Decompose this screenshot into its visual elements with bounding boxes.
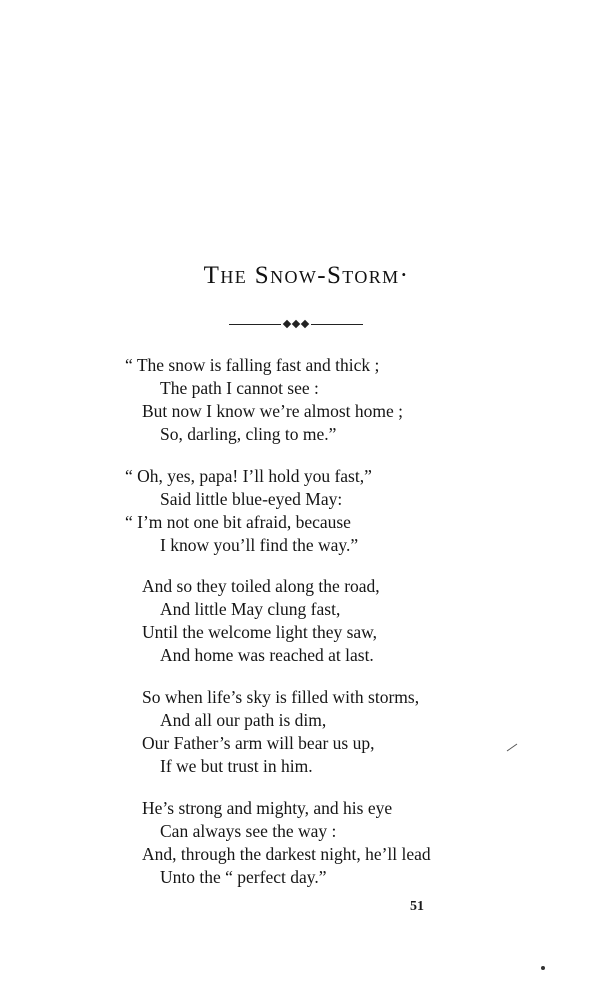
- poem-line: And all our path is dim,: [160, 710, 327, 730]
- poem-title: The Snow-Storm·: [203, 262, 410, 289]
- poem-line: Unto the “ perfect day.”: [160, 867, 327, 887]
- scan-mark: [506, 742, 518, 752]
- page-number: 51: [410, 899, 424, 914]
- poem-line: And home was reached at last.: [160, 645, 374, 665]
- poem-line: And, through the darkest night, he’ll lead: [142, 844, 431, 864]
- poem-line: Until the welcome light they saw,: [142, 622, 378, 642]
- poem-line: “ Oh, yes, papa! I’ll hold you fast,”: [125, 466, 372, 486]
- poem-line: And little May clung fast,: [160, 599, 341, 619]
- title-ornament: [229, 318, 363, 330]
- ornament-rule-right: [311, 324, 363, 325]
- poem-line: So, darling, cling to me.”: [160, 424, 337, 444]
- poem-line: He’s strong and mighty, and his eye: [142, 798, 393, 818]
- ornament-diamond: [292, 320, 300, 328]
- ornament-rule-left: [229, 324, 281, 325]
- poem-line: Our Father’s arm will bear us up,: [142, 733, 375, 753]
- poem-line: “ The snow is falling fast and thick ;: [125, 355, 380, 375]
- poem-line: So when life’s sky is filled with storms,: [142, 687, 420, 707]
- scan-speck: [541, 966, 545, 970]
- poem-line: “ I’m not one bit afraid, because: [125, 512, 351, 532]
- poem-line: The path I cannot see :: [160, 378, 319, 398]
- poem-line: If we but trust in him.: [160, 756, 313, 776]
- ornament-diamond: [301, 320, 309, 328]
- poem-line: But now I know we’re almost home ;: [142, 401, 403, 421]
- poem-line: And so they toiled along the road,: [142, 576, 380, 596]
- poem-line: I know you’ll find the way.”: [160, 535, 359, 555]
- ornament-diamond: [283, 320, 291, 328]
- poem-line: Can always see the way :: [160, 821, 337, 841]
- poem-line: Said little blue-eyed May:: [160, 489, 343, 509]
